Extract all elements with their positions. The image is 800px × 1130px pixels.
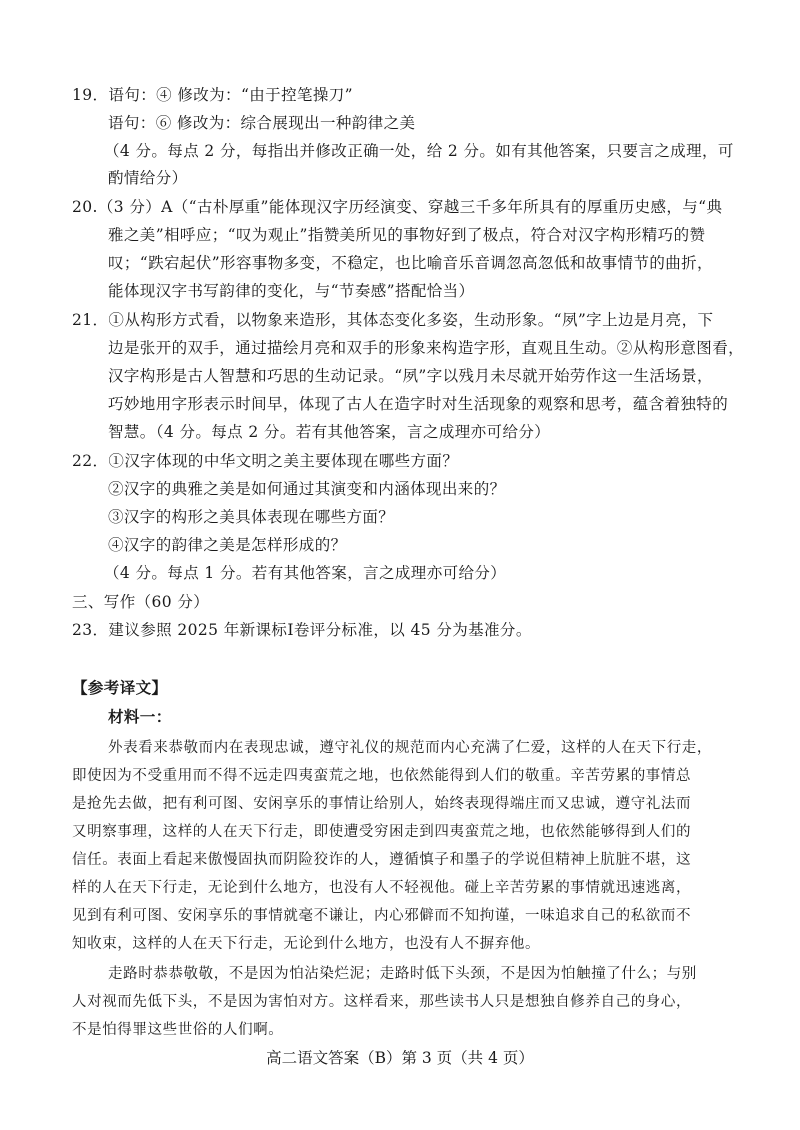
translation-p1-line: 是抢先去做，把有利可图、安闲享乐的事情让给别人，始终表现得端庄而又忠诚，遵守礼法而 — [72, 796, 692, 812]
q21-line-1: 21．①从构形方式看，以物象来造形，其体态变化多姿，生动形象。“夙”字上边是月亮，下 — [72, 311, 714, 329]
q22-line-1: 22．①汉字体现的中华文明之美主要体现在哪些方面？ — [72, 452, 459, 470]
q21-line-5: 智慧。（4 分。每点 2 分。若有其他答案，言之成理亦可给分） — [108, 423, 551, 441]
page-footer: 高二语文答案（B）第 3 页（共 4 页） — [266, 1049, 534, 1067]
q22-line-3: ③汉字的构形之美具体表现在哪些方面？ — [108, 508, 395, 526]
q22-line-4: ④汉字的韵律之美是怎样形成的？ — [108, 536, 347, 554]
q21-line-4: 巧妙地用字形表示时间早，体现了古人在造字时对生活现象的观察和思考，蕴含着独特的 — [108, 395, 729, 413]
q22-line-5: （4 分。每点 1 分。若有其他答案，言之成理亦可给分） — [104, 564, 507, 582]
translation-p2-line: 人对视而先低下头，不是因为害怕对方。这样看来，那些读书人只是想独自修养自己的身心， — [72, 994, 692, 1010]
translation-heading: 【参考译文】 — [72, 678, 168, 697]
q22-line-2: ②汉字的典雅之美是如何通过其演变和内涵体现出来的？ — [108, 480, 506, 498]
section-writing-heading: 三、写作（60 分） — [72, 593, 210, 611]
q19-line-2: 语句：⑥ 修改为：综合展现出一种韵律之美 — [108, 114, 416, 132]
q21-line-2: 边是张开的双手，通过描绘月亮和双手的形象来构造字形，直观且生动。②从构形意图看， — [108, 339, 745, 357]
translation-p1-line: 样的人在天下行走，无论到什么地方，也没有人不轻视他。碰上辛苦劳累的事情就迅速逃离， — [72, 880, 692, 896]
q20-line-3: 叹；“跌宕起伏”形容事物多变，不稳定，也比喻音乐音调忽高忽低和故事情节的曲折， — [108, 254, 713, 272]
q20-line-1: 20.（3 分）A（“古朴厚重”能体现汉字历经演变、穿越三千多年所具有的厚重历史感，与“典 — [72, 198, 723, 216]
q19-line-3: （4 分。每点 2 分，每指出并修改正确一处，给 2 分。如有其他答案，只要言之成理，可 — [104, 142, 734, 160]
translation-p2-line: 不是怕得罪这些世俗的人们啊。 — [72, 1022, 284, 1038]
translation-p1-line: 知收束，这样的人在天下行走，无论到什么地方，也没有人不摒弃他。 — [72, 936, 541, 952]
q19-line-4: 酌情给分） — [108, 169, 188, 187]
translation-p2-line: 走路时恭恭敬敬，不是因为怕沾染烂泥；走路时低下头颈，不是因为怕触撞了什么；与别 — [108, 966, 697, 982]
material-one-label: 材料一： — [108, 707, 172, 726]
q19-line-1: 19．语句：④ 修改为：“由于控笔操刀” — [72, 86, 353, 104]
translation-p1-line: 外表看来恭敬而内在表现忠诚，遵守礼仪的规范而内心充满了仁爱，这样的人在天下行走， — [108, 740, 712, 756]
q21-line-3: 汉字构形是古人智慧和巧思的生动记录。“夙”字以残月未尽就开始劳作这一生活场景， — [108, 367, 713, 385]
translation-p1-line: 信任。表面上看起来傲慢固执而阴险狡诈的人，遵循慎子和墨子的学说但精神上肮脏不堪，这 — [72, 852, 692, 868]
q23-line: 23．建议参照 2025 年新课标Ⅰ卷评分标准，以 45 分为基准分。 — [72, 621, 532, 639]
q20-line-2: 雅之美”相呼应；“叹为观止”指赞美所见的事物好到了极点，符合对汉字构形精巧的赞 — [108, 226, 706, 244]
translation-p1-line: 见到有利可图、安闲享乐的事情就毫不谦让，内心邪僻而不知拘谨，一味追求自己的私欲而不 — [72, 908, 692, 924]
q20-line-4: 能体现汉字书写韵律的变化，与“节奏感”搭配恰当） — [108, 282, 475, 300]
translation-p1-line: 又明察事理，这样的人在天下行走，即使遭受穷困走到四夷蛮荒之地，也依然能够得到人们的 — [72, 824, 692, 840]
translation-p1-line: 即使因为不受重用而不得不远走四夷蛮荒之地，也依然能得到人们的敬重。辛苦劳累的事情总 — [72, 768, 692, 784]
